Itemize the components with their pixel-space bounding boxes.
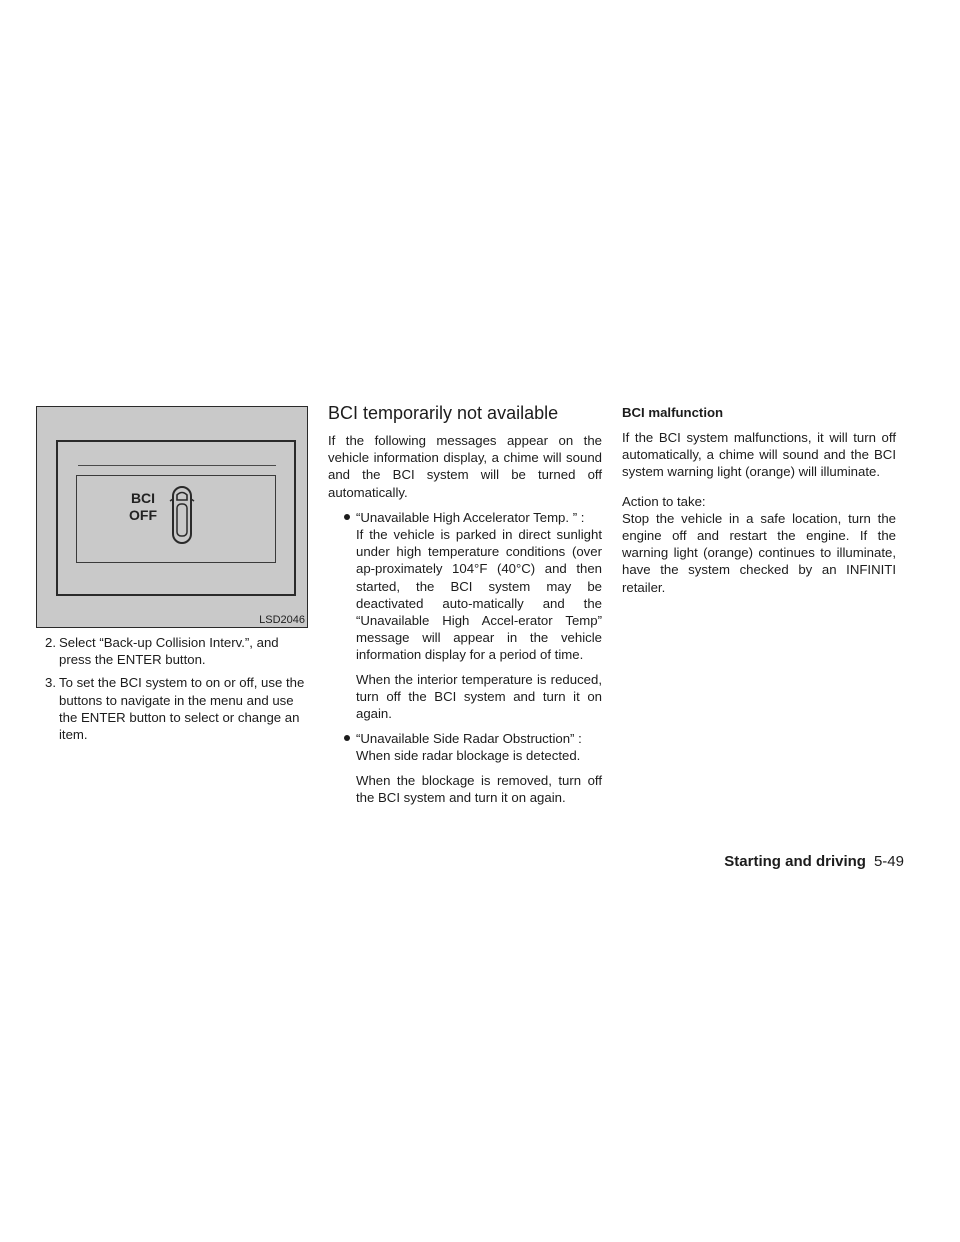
vehicle-top-view-icon bbox=[169, 484, 195, 546]
intro-paragraph: If the following messages appear on the vehicle information display, a chime will sound and the BCI system will be turned off automatically. bbox=[328, 433, 602, 500]
display-message-box bbox=[76, 475, 276, 563]
bullet-icon bbox=[344, 735, 350, 741]
page-footer bbox=[724, 853, 904, 871]
step-item bbox=[36, 634, 308, 668]
display-divider-line bbox=[78, 465, 276, 466]
figure-label: LSD2046 bbox=[259, 614, 305, 626]
footer-section-title: Starting and driving bbox=[724, 853, 866, 870]
display-screen bbox=[56, 440, 296, 596]
message-title: “Unavailable High Accelerator Temp. ” : bbox=[356, 509, 585, 525]
bci-off-figure bbox=[36, 406, 308, 628]
malfunction-paragraph: If the BCI system malfunctions, it will turn off automatically, a chime will sound and the BCI system warning light (orange) will illuminate. bbox=[622, 430, 896, 480]
page-number: 5-49 bbox=[873, 853, 904, 870]
action-label: Action to take: bbox=[622, 493, 706, 509]
message-item bbox=[328, 730, 602, 806]
settings-steps bbox=[36, 634, 308, 743]
left-column bbox=[36, 406, 308, 749]
indicator-line-2: OFF bbox=[129, 507, 157, 523]
step-text: Select “Back-up Collision Interv.”, and press the ENTER button. bbox=[59, 635, 279, 668]
step-text: To set the BCI system to on or off, use the buttons to navigate in the menu and use the ENTER button to select or change an item. bbox=[59, 675, 305, 743]
message-description: When side radar blockage is detected. bbox=[356, 748, 581, 764]
message-title: “Unavailable Side Radar Obstruction” : bbox=[356, 731, 582, 747]
section-heading: BCI temporarily not available bbox=[328, 403, 559, 423]
indicator-line-1: BCI bbox=[130, 490, 156, 506]
message-description: If the vehicle is parked in direct sunlight under high temperature conditions (over ap-proximately 104°F (40°C) and then started, the BCI system may be deactivated auto-matically and the “Unavailable High Accel-erator Temp” message will appear in the vehicle information display for a period of time. bbox=[356, 527, 602, 663]
message-followup: When the blockage is removed, turn off the BCI system and turn it on again. bbox=[356, 772, 602, 805]
message-item bbox=[328, 509, 602, 722]
message-list bbox=[328, 509, 602, 806]
step-number: 2. bbox=[45, 635, 56, 650]
bullet-icon bbox=[344, 514, 350, 520]
action-paragraph: Stop the vehicle in a safe location, turn the engine off and restart the engine. If the warning light (orange) continues to illuminate, have the system checked by an INFINITI retailer. bbox=[622, 510, 896, 595]
subsection-heading: BCI malfunction bbox=[622, 405, 724, 420]
step-item bbox=[36, 674, 308, 743]
right-column bbox=[622, 406, 896, 604]
middle-column bbox=[328, 403, 602, 814]
message-followup: When the interior temperature is reduced, turn off the BCI system and turn it on again. bbox=[356, 671, 602, 722]
step-number: 3. bbox=[45, 675, 56, 691]
bci-off-indicator-text bbox=[123, 490, 163, 524]
